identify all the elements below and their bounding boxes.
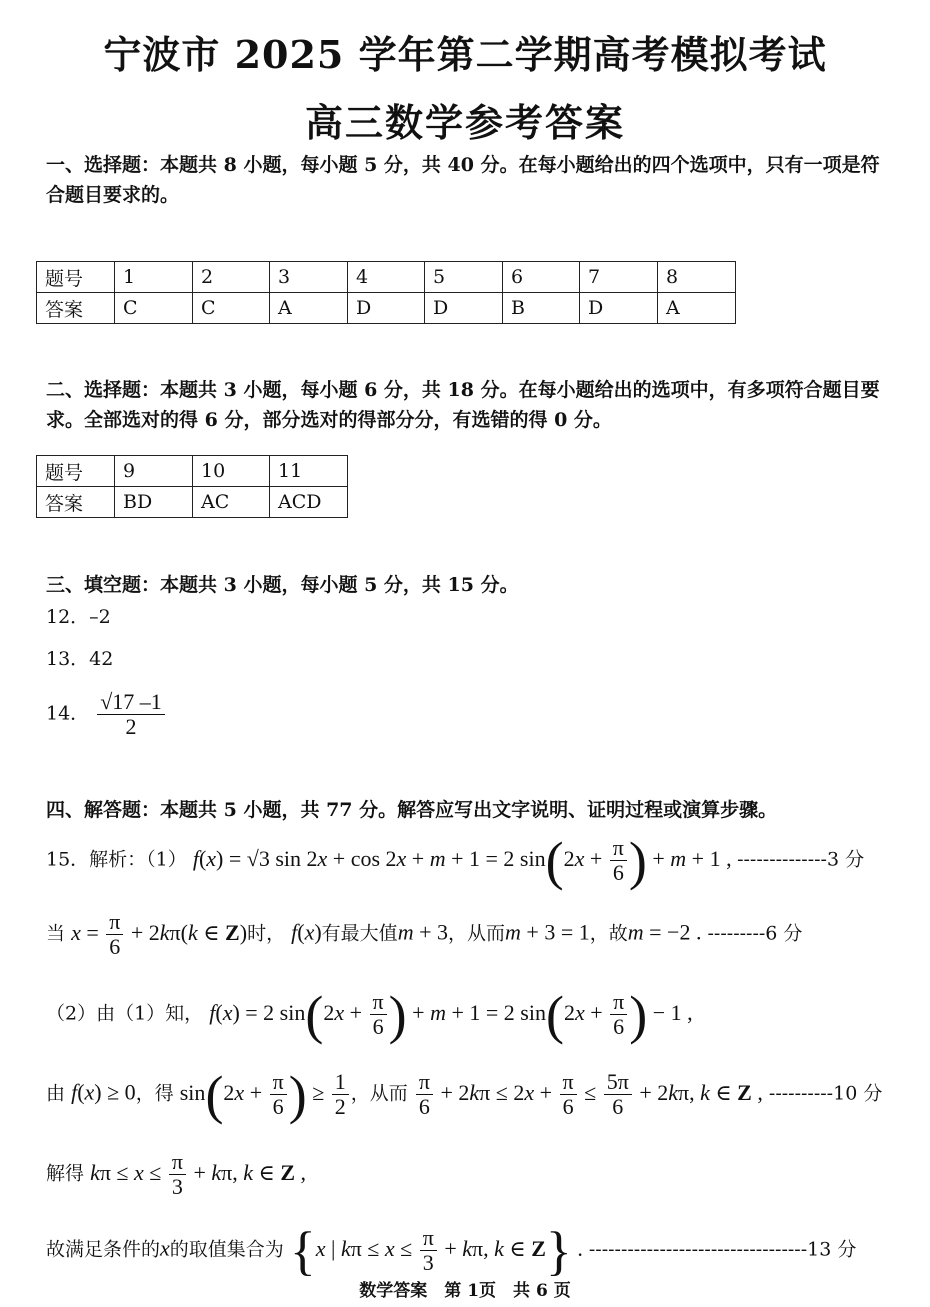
solution-15-line-1: [46, 830, 865, 891]
table-cell: 10: [193, 456, 270, 487]
formula: m + 3 = 1: [505, 919, 590, 945]
score-marker: --------------3 分: [737, 848, 865, 871]
section-2-heading: 二、选择题：本题共 3 小题，每小题 6 分，共 18 分。在每小题给出的选项中，有多项符合题目要求。全部选对的得 6 分，部分选对的得部分分，有选错的得 0 分。: [46, 379, 880, 431]
score-marker: ---------6 分: [707, 922, 803, 945]
solution-15-line-6: [46, 1220, 857, 1281]
table-cell: C: [193, 293, 270, 324]
section-4-heading: 四、解答题：本题共 5 小题，共 77 分。解答应写出文字说明、证明过程或演算步骤。: [46, 799, 778, 821]
answer-14-fraction: [97, 690, 165, 739]
text: （2）由（1）知，: [46, 1002, 204, 1025]
score-marker: ----------10 分: [768, 1082, 883, 1105]
solution-15-line-2: [46, 910, 802, 959]
exam-title: 宁波市 2025 学年第二学期高考模拟考试: [103, 32, 827, 77]
score-marker: ----------------------------------13 分: [588, 1238, 857, 1261]
text: 时，: [247, 922, 286, 945]
table-cell: ACD: [270, 487, 348, 518]
table-cell: D: [348, 293, 425, 324]
page-footer: 数学答案 第 1页 共 6 页: [359, 1281, 571, 1301]
table-row: [37, 262, 736, 293]
solution-15-line-5: [46, 1150, 306, 1199]
table-cell: 题号: [37, 456, 115, 487]
formula: x: [160, 1235, 170, 1261]
table-cell: 题号: [37, 262, 115, 293]
answer-14: [46, 690, 167, 739]
text: ，从而: [448, 922, 506, 945]
table-cell: 3: [270, 262, 348, 293]
text: 的取值集合为: [169, 1238, 284, 1261]
answer-13: 13．42: [46, 648, 114, 670]
formula: f(x) ≥ 0: [71, 1079, 136, 1105]
table-cell: 8: [658, 262, 736, 293]
table-cell: A: [270, 293, 348, 324]
table-cell: 1: [115, 262, 193, 293]
table-cell: B: [503, 293, 580, 324]
table-cell: BD: [115, 487, 193, 518]
table-row: [37, 456, 348, 487]
exam-subtitle: 高三数学参考答案: [304, 100, 625, 145]
formula: x = $\frac{\pi}{6}$ + 2kπ(k ∈ Z): [71, 909, 248, 959]
table-cell: 答案: [37, 293, 115, 324]
table-cell: C: [115, 293, 193, 324]
answer-table-2: [36, 455, 348, 518]
table-cell: D: [425, 293, 503, 324]
text: ，从而: [350, 1082, 408, 1105]
answer-12: 12．–2: [46, 606, 111, 628]
table-cell: 7: [580, 262, 658, 293]
formula: kπ ≤ x ≤ $\frac{\pi}{3}$ + kπ, k ∈ Z ,: [90, 1149, 307, 1199]
table-cell: AC: [193, 487, 270, 518]
table-cell: 9: [115, 456, 193, 487]
formula: m = −2 .: [627, 919, 702, 945]
text: ，得: [135, 1082, 174, 1105]
text: ，故: [589, 922, 628, 945]
formula: m + 3: [397, 919, 448, 945]
table-cell: 6: [503, 262, 580, 293]
table-cell: 11: [270, 456, 348, 487]
solution-15-label: 15．解析：（1）: [46, 848, 187, 871]
table-row: [37, 487, 348, 518]
section-3-heading: 三、填空题：本题共 3 小题，每小题 5 分，共 15 分。: [46, 574, 519, 596]
answer-14-numerator: √17 –1: [97, 690, 165, 715]
formula: f(x): [291, 919, 322, 945]
solution-15-line-4: [46, 1064, 883, 1125]
text: 有最大值: [321, 922, 398, 945]
answer-14-denominator: 2: [125, 714, 137, 739]
table-cell: 答案: [37, 487, 115, 518]
solution-15-line-3: [46, 984, 693, 1045]
formula: f(x) = 2 sin(2x + $\frac{\pi}{6}$ ) + m + 1 = 2 sin(2x + $\frac{\pi}{6}$ ) − 1 ,: [209, 984, 693, 1045]
table-row: [37, 293, 736, 324]
text: 当: [46, 922, 66, 945]
formula: f(x) = √3 sin 2x + cos 2x + m + 1 = 2 sin(2x + $\frac{\pi}{6}$ ) + m + 1 ,: [192, 830, 738, 891]
section-1-heading: 一、选择题：本题共 8 小题，每小题 5 分，共 40 分。在每小题给出的四个选项中，只有一项是符合题目要求的。: [46, 154, 880, 206]
table-cell: 5: [425, 262, 503, 293]
answer-14-label: 14．: [46, 702, 90, 725]
table-cell: A: [658, 293, 736, 324]
text: 由: [46, 1082, 66, 1105]
answer-table-1: [36, 261, 736, 324]
text: 故满足条件的: [46, 1238, 161, 1261]
formula: $\frac{\pi}{6}$ + 2kπ ≤ 2x + $\frac{\pi}{6}$ ≤ $\frac{5\pi}{6}$ + 2kπ, k ∈ Z ,: [414, 1080, 763, 1105]
formula: sin(2x + $\frac{\pi}{6}$ ) ≥ $\frac{1}{2}$: [180, 1080, 351, 1105]
table-cell: 4: [348, 262, 425, 293]
formula: {x | kπ ≤ x ≤ $\frac{\pi}{3}$ + kπ, k ∈ Z} .: [289, 1220, 583, 1281]
text: 解得: [46, 1162, 85, 1185]
table-cell: 2: [193, 262, 270, 293]
table-cell: D: [580, 293, 658, 324]
